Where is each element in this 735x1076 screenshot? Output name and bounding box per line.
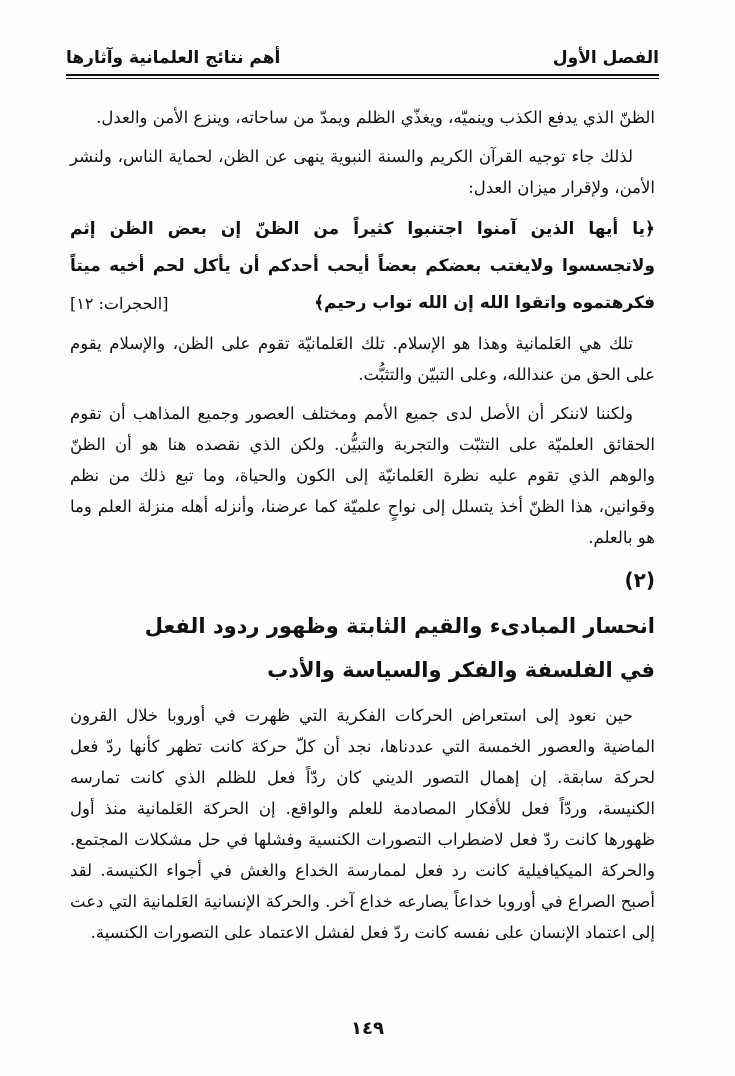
running-header [66, 38, 659, 68]
paragraph: لذلك جاء توجيه القرآن الكريم والسنة النبوية ينهى عن الظن، لحماية الناس، ولنشر الأمن، ولإقرار ميزان العدل: [70, 147, 655, 197]
section-title-line: في الفلسفة والفكر والسياسة والأدب [267, 658, 655, 682]
verse-line-last [70, 285, 655, 322]
section-title-line: انحسار المبادىء والقيم الثابتة وظهور ردود الفعل [144, 614, 655, 638]
chapter-title: الفصل الأول [552, 48, 659, 68]
book-title: أهم نتائج العلمانية وآثارها [66, 48, 281, 68]
header-rule [66, 74, 659, 76]
paragraph: تلك هي العَلمانية وهذا هو الإسلام. تلك العَلمانيّة تقوم على الظن، والإسلام يقوم على الحق من عندالله، وعلى التبيّن والتثبُّت. [70, 334, 655, 384]
page-body [70, 102, 655, 956]
paragraph: حين نعود إلى استعراض الحركات الفكرية التي ظهرت في أوروبا خلال القرون الماضية والعصور الخمسة التي عددناها، نجد أن كلّ حركة كانت تظهر كأنها ردّ فعل لحركة سابقة. إن إهمال التصور الديني كان ردّاً فعل للظلم الذي كانت تمارسه الكنيسة، وردّاً فعل للأفكار المصادمة للعلم والواقع. إن الحركة العَلمانية منذ أول ظهورها كانت ردّ فعل لاضطراب التصورات الكنسية وفشلها في حل مشكلات المجتمع. والحركة الميكيافيلية كانت رد فعل لممارسة الخداع والغش في أجواء الكنيسة. لقد أصبح الصراع في أوروبا خداعاً يصارعه خداع آخر. والحركة الإنسانية العَلمانية التي دعت إلى اعتماد الإنسان على نفسه كانت ردّ فعل لفشل الاعتماد على التصورات الكنسية. [70, 706, 655, 942]
paragraph: الظنّ الذي يدفع الكذب وينميّه، ويغذّي الظلم ويمدّ من ساحاته، وينزع الأمن والعدل. [96, 108, 655, 127]
quran-verse [70, 211, 655, 322]
verse-reference: [الحجرات: ١٢] [70, 294, 169, 313]
page-number: ١٤٩ [351, 1018, 384, 1039]
header-rule-thin [66, 78, 659, 79]
section-title [70, 604, 655, 692]
paragraph: ولكننا لاننكر أن الأصل لدى جميع الأمم ومختلف العصور وجميع المذاهب أن تقوم الحقائق العلميّة على التثبّت والتجربة والتبيُّن. ولكن الذي نقصده هنا هو أن الظنّ والوهم الذي تقوم عليه نظرة العَلمانيّة إلى الكون والحياة، وما تبع ذلك من نظم وقوانين، هذا الظنّ أخذ يتسلل إلى نواحٍ علميّة كما عرضنا، وأنزله أهله منزلة العلم وما هو بالعلم. [70, 404, 655, 547]
section-number: (٢) [624, 568, 655, 592]
verse-line: ﴿يا أيها الذين آمنوا اجتنبوا كثيراً من الظنّ إن بعض الظن إثم ولاتجسسوا ولايغتب بعضكم بعضاً أيحب أحدكم أن يأكل لحم أخيه ميتاً [70, 219, 655, 276]
verse-text: فكرهتموه واتقوا الله إن الله تواب رحيم﴾ [314, 293, 655, 313]
